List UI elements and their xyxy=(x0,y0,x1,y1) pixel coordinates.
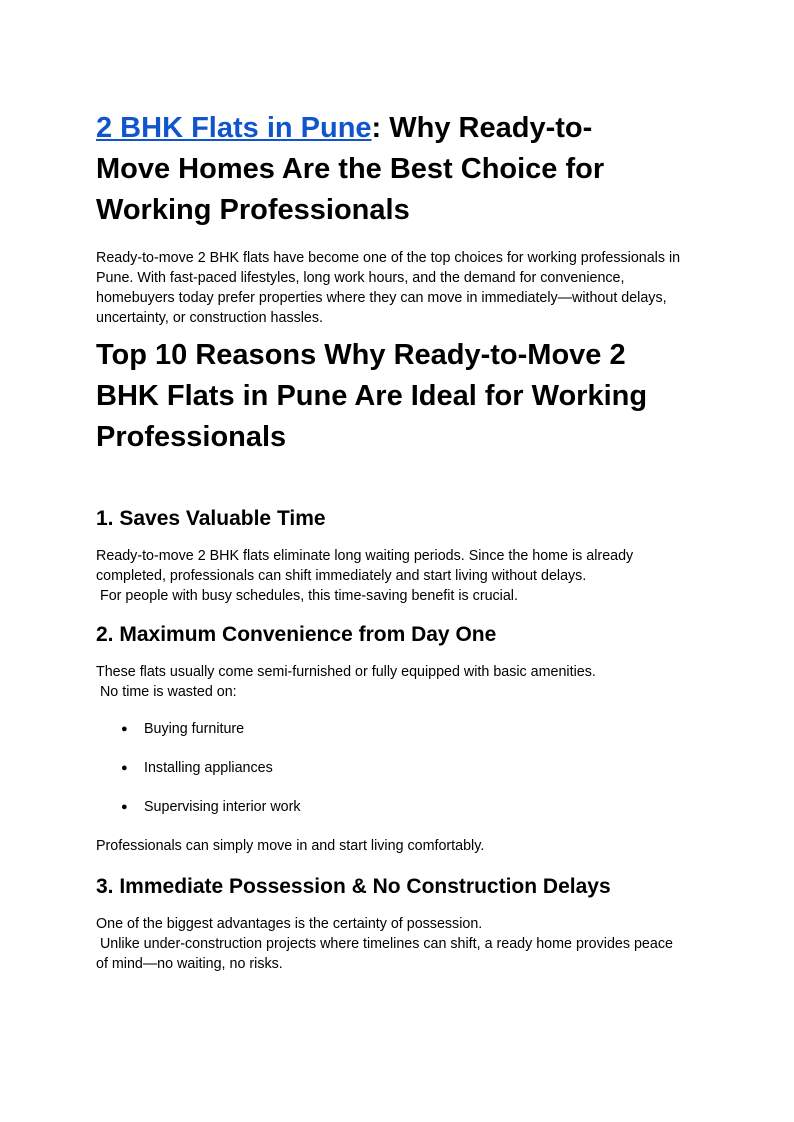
intro-line: Ready-to-move 2 BHK flats have become one of the top choices for working professionals in xyxy=(96,250,681,266)
title-link-2bhk-flats-pune[interactable]: 2 BHK Flats in Pune xyxy=(96,112,372,144)
section-2-line: These flats usually come semi-furnished or fully equipped with basic amenities. xyxy=(96,664,596,680)
document-page xyxy=(96,108,706,974)
section-2-paragraph xyxy=(96,662,706,702)
intro-line: Pune. With fast-paced lifestyles, long work hours, and the demand for convenience, xyxy=(96,270,625,286)
list-item xyxy=(96,758,706,778)
section-1-line: completed, professionals can shift immediately and start living without delays. xyxy=(96,568,587,584)
section-3-line: One of the biggest advantages is the certainty of possession. xyxy=(96,916,483,932)
bullet-icon: ● xyxy=(121,762,128,774)
list-item-text: Installing appliances xyxy=(144,760,273,776)
list-item-text: Buying furniture xyxy=(144,721,245,737)
intro-line: uncertainty, or construction hassles. xyxy=(96,310,324,326)
title-text-part2: Move Homes Are the Best Choice for xyxy=(96,153,605,185)
list-item xyxy=(96,797,706,817)
title-text-part3: Working Professionals xyxy=(96,194,410,226)
intro-line: homebuyers today prefer properties where they can move in immediately—without delays, xyxy=(96,290,667,306)
reasons-heading-line: BHK Flats in Pune Are Ideal for Working xyxy=(96,380,648,412)
section-3-line: of mind—no waiting, no risks. xyxy=(96,956,283,972)
bullet-icon: ● xyxy=(121,723,128,735)
section-1-line: For people with busy schedules, this time-saving benefit is crucial. xyxy=(96,588,518,604)
reasons-heading xyxy=(96,335,706,458)
list-item xyxy=(96,719,706,739)
section-2-heading: 2. Maximum Convenience from Day One xyxy=(96,623,497,646)
bullet-icon: ● xyxy=(121,801,128,813)
section-2-closing: Professionals can simply move in and start living comfortably. xyxy=(96,838,485,854)
section-3-heading: 3. Immediate Possession & No Construction Delays xyxy=(96,875,611,898)
reasons-heading-line: Top 10 Reasons Why Ready-to-Move 2 xyxy=(96,339,626,371)
title-text-part1: : Why Ready-to- xyxy=(371,112,593,144)
section-3-paragraph xyxy=(96,914,706,974)
intro-paragraph xyxy=(96,248,706,328)
list-item-text: Supervising interior work xyxy=(144,799,301,815)
section-1-paragraph xyxy=(96,546,706,606)
section-1-line: Ready-to-move 2 BHK flats eliminate long waiting periods. Since the home is already xyxy=(96,548,634,564)
document-title xyxy=(96,108,706,231)
reasons-heading-line: Professionals xyxy=(96,421,287,453)
section-1-heading: 1. Saves Valuable Time xyxy=(96,507,326,530)
section-2-line: No time is wasted on: xyxy=(96,684,237,700)
section-3-line: Unlike under-construction projects where timelines can shift, a ready home provides peace xyxy=(96,936,673,952)
section-2-bullet-list xyxy=(96,719,706,817)
